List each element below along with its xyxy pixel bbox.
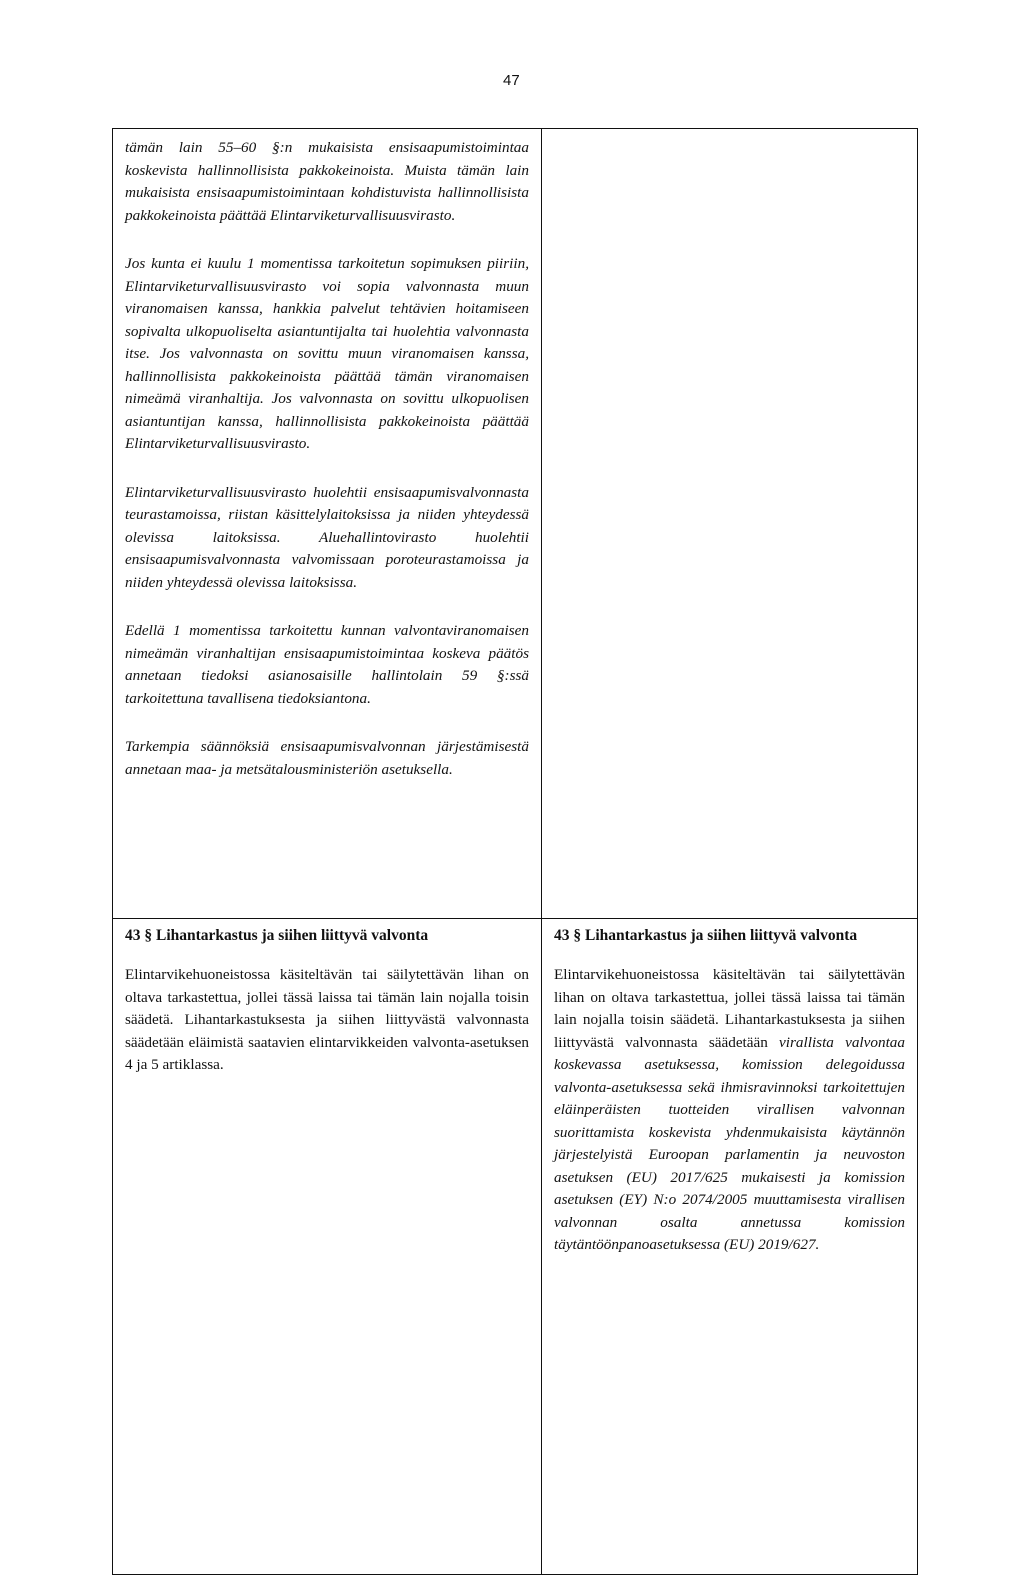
section-heading: 43 § Lihantarkastus ja siihen liittyvä valvonta [125, 927, 429, 944]
table-row [113, 129, 918, 919]
right-cell-empty [542, 129, 918, 919]
comparison-table [112, 128, 918, 1575]
left-cell-current-law [113, 129, 542, 919]
section-text [554, 964, 905, 1257]
left-cell-section-43 [113, 919, 542, 1575]
page-number: 47 [503, 72, 520, 89]
paragraph: Elintarviketurvallisuusvirasto huolehtii ensisaapumisvalvonnasta teurastamoissa, riistan käsittelylaitoksissa ja niiden yhteydessä olevissa laitoksissa. Aluehallintovirasto huolehtii ensisaapumisvalvonnasta valvomissaan poroteurastamoissa ja niiden yhteydessä olevissa laitoksissa. [125, 483, 529, 591]
table-row [113, 919, 918, 1575]
paragraph: Tarkempia säännöksiä ensisaapumisvalvonnan järjestämisestä annetaan maa- ja metsätalousministeriön asetuksella. [125, 738, 529, 778]
section-text: Elintarvikehuoneistossa käsiteltävän tai säilytettävän lihan on oltava tarkastettua, jollei tässä laissa tai tämän lain nojalla toisin säädetä. Lihantarkastuksesta ja siihen liittyvästä valvonnasta säädetään eläimistä saatavien elintarvikkeiden valvonta-asetuksen 4 ja 5 artiklassa. [125, 966, 529, 1073]
section-text-plain: Elintarvikehuoneistossa käsiteltävän tai säilytettävän lihan on oltava tarkastettua, jollei tässä laissa tai tämän lain nojalla toisin säädetä. Lihantarkastuksesta ja siihen liittyvästä valvonnasta säädetään [554, 966, 905, 1051]
paragraph: tämän lain 55–60 §:n mukaisista ensisaapumistoimintaa koskevista hallinnollisista pakkokeinoista. Muista tämän lain mukaisista ensisaapumistoimintaan kohdistuvista hallinnollisista pakkokeinoista päättää Elintarviketurvallisuusvirasto. [125, 139, 529, 224]
paragraph: Edellä 1 momentissa tarkoitettu kunnan valvontaviranomaisen nimeämän viranhaltijan ensisaapumistoimintaa koskeva päätös annetaan tiedoksi asianosaisille hallintolain 59 §:ssä tarkoitettuna tavallisena tiedoksiantona. [125, 622, 529, 707]
paragraph: Jos kunta ei kuulu 1 momentissa tarkoitetun sopimuksen piiriin, Elintarviketurvallisuusvirasto voi sopia valvonnasta muun viranomaisen kanssa, hankkia palvelut tehtävien hoitamiseen sopivalta ulkopuoliselta asiantuntijalta tai huolehtia valvonnasta itse. Jos valvonnasta on sovittu muun viranomaisen kanssa, hallinnollisista pakkokeinoista päättää tämän viranomaisen nimeämä viranhaltija. Jos valvonnasta on sovittu ulkopuolisen asiantuntijan kanssa, hallinnollisista pakkokeinoista päättää Elintarviketurvallisuusvirasto. [125, 255, 529, 452]
right-cell-section-43 [542, 919, 918, 1575]
section-text-amended: virallista valvontaa koskevassa asetuksessa, komission delegoidussa valvonta-asetuksessa sekä ihmisravinnoksi tarkoitettujen eläinperäisten tuotteiden virallisen valvonnan suorittamista koskevista yhdenmukaisista käytännön järjestelyistä Euroopan parlamentin ja neuvoston asetuksen (EU) 2017/625 mukaisesti ja komission asetuksen (EY) N:o 2074/2005 muuttamisesta virallisen valvonnan osalta annetussa komission täytäntöönpanoasetuksessa (EU) 2019/627. [554, 1033, 905, 1253]
section-heading: 43 § Lihantarkastus ja siihen liittyvä valvonta [554, 927, 858, 944]
